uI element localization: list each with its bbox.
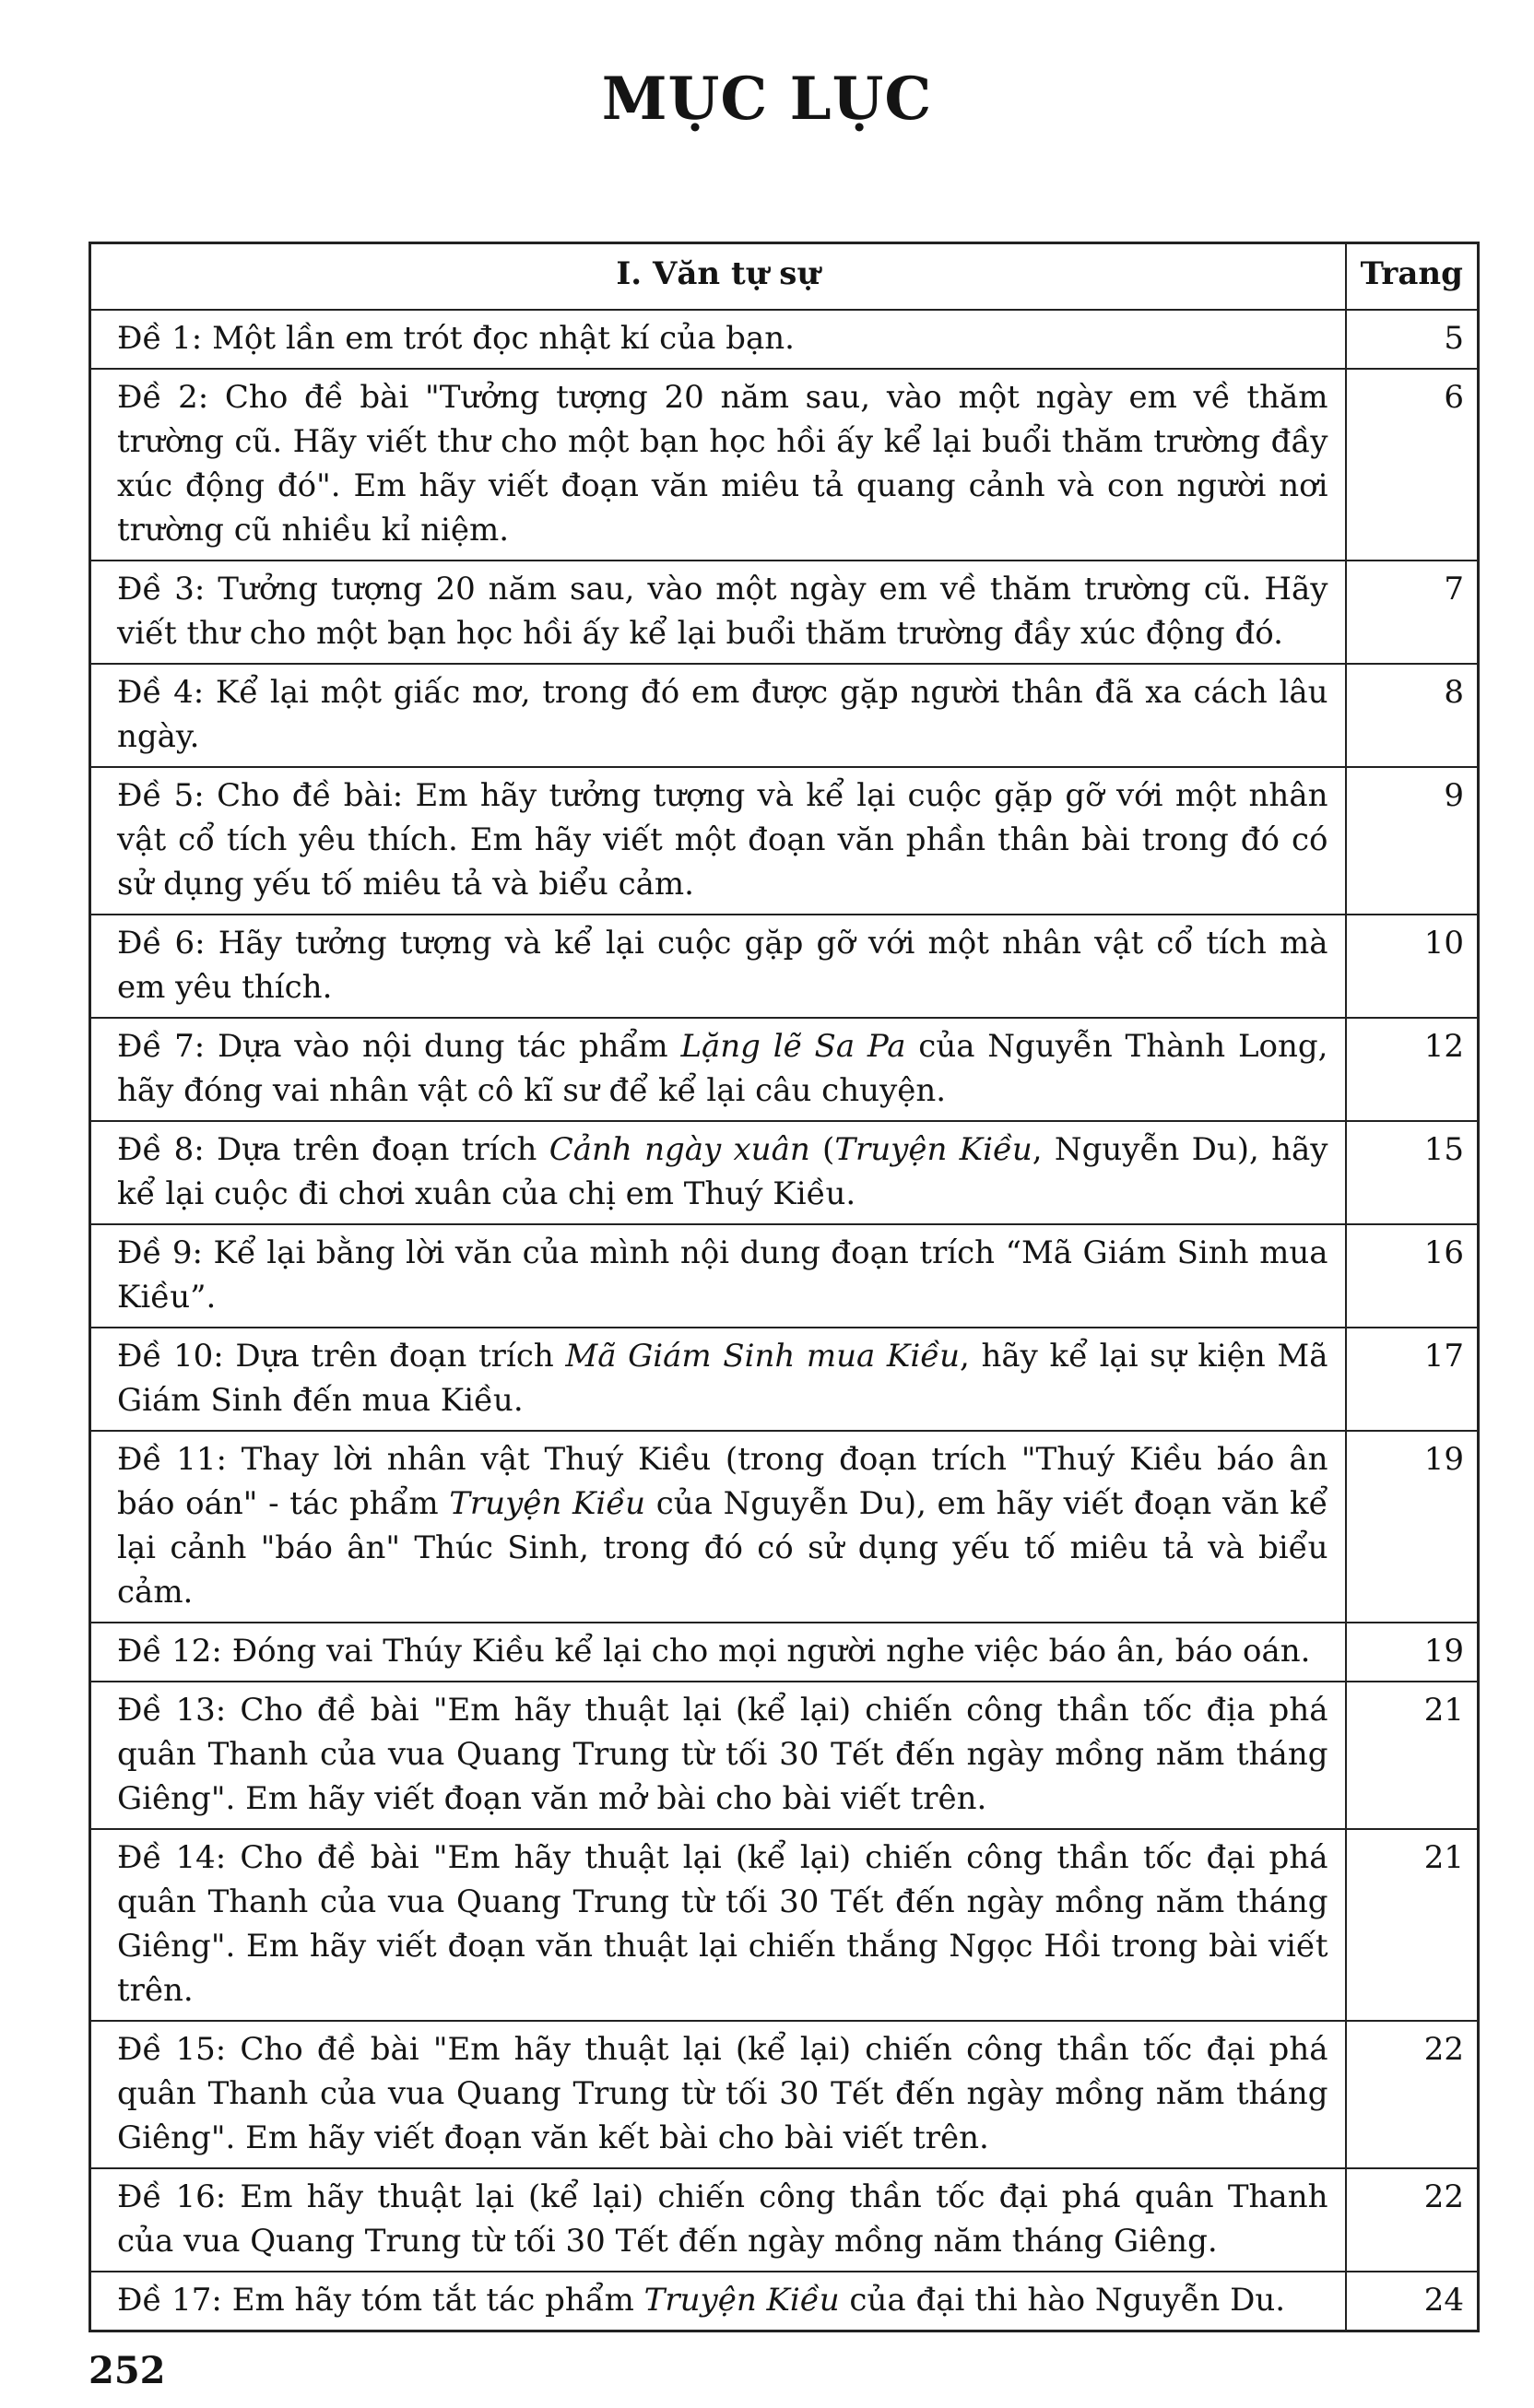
toc-entry: [90, 664, 1479, 767]
page-column-header: Trang: [1346, 243, 1479, 311]
toc-entry-title: [90, 1623, 1346, 1682]
entry-text: của Nguyễn Thành Long, hãy đóng vai nhân vật cô kĩ sư để kể lại câu chuyện.: [117, 1028, 1328, 1109]
toc-entries: [90, 310, 1479, 2331]
toc-entry-title: [90, 2021, 1346, 2168]
toc-entry-title: [90, 1224, 1346, 1328]
toc-entry: [90, 2168, 1479, 2272]
toc-entry-title: [90, 767, 1346, 915]
toc-entry: [90, 767, 1479, 915]
toc-entry-page: 19: [1346, 1431, 1479, 1623]
toc-entry-page: 7: [1346, 561, 1479, 664]
entry-text: Đề 6: Hãy tưởng tượng và kể lại cuộc gặp gỡ với một nhân vật cổ tích mà em yêu thích.: [117, 925, 1328, 1006]
entry-text: (: [809, 1131, 835, 1168]
page-title: MỤC LỤC: [601, 65, 933, 134]
toc-entry: [90, 915, 1479, 1018]
toc-entry: [90, 2272, 1479, 2331]
work-title-italic: Truyện Kiều: [643, 2282, 840, 2319]
toc-entry-title: [90, 561, 1346, 664]
section-heading: I. Văn tự sự: [90, 243, 1346, 311]
toc-entry-title: [90, 2168, 1346, 2272]
toc-entry-title: [90, 1018, 1346, 1121]
toc-entry-page: 21: [1346, 1682, 1479, 1829]
toc-entry-title: [90, 310, 1346, 369]
work-title-italic: Truyện Kiều: [449, 1485, 646, 1522]
entry-text: , Nguyễn Du), hãy kể lại cuộc đi chơi xuân của chị em Thuý Kiều.: [117, 1131, 1328, 1212]
toc-entry: [90, 1018, 1479, 1121]
toc-entry-page: 19: [1346, 1623, 1479, 1682]
entry-text: Đề 14: Cho đề bài "Em hãy thuật lại (kể lại) chiến công thần tốc đại phá quân Thanh của vua Quang Trung từ tối 30 Tết đến ngày mồng năm tháng Giêng". Em hãy viết đoạn văn thuật lại chiến thắng Ngọc Hồi trong bài viết trên.: [117, 1839, 1328, 2009]
toc-entry-title: [90, 2272, 1346, 2331]
toc-entry-title: [90, 1829, 1346, 2021]
entry-text: , hãy kể lại sự kiện Mã Giám Sinh đến mua Kiều.: [117, 1338, 1328, 1419]
toc-entry-title: [90, 1682, 1346, 1829]
entry-text: của đại thi hào Nguyễn Du.: [839, 2282, 1286, 2319]
entry-text: của Nguyễn Du), em hãy viết đoạn văn kể lại cảnh "báo ân" Thúc Sinh, trong đó có sử dụng yếu tố miêu tả và biểu cảm.: [117, 1485, 1328, 1611]
entry-text: Đề 8: Dựa trên đoạn trích: [117, 1131, 549, 1168]
toc-entry: [90, 1121, 1479, 1224]
toc-entry: [90, 1328, 1479, 1431]
work-title-italic: Truyện Kiều: [834, 1131, 1032, 1168]
entry-text: Đề 1: Một lần em trót đọc nhật kí của bạn.: [117, 320, 795, 357]
toc-entry: [90, 1682, 1479, 1829]
toc-entry: [90, 1623, 1479, 1682]
entry-text: Đề 5: Cho đề bài: Em hãy tưởng tượng và kể lại cuộc gặp gỡ với một nhân vật cổ tích yêu thích. Em hãy viết một đoạn văn phần thân bài trong đó có sử dụng yếu tố miêu tả và biểu cảm.: [117, 777, 1328, 903]
page-number: 252: [88, 2349, 166, 2392]
toc-entry-title: [90, 1328, 1346, 1431]
toc-entry-title: [90, 1121, 1346, 1224]
toc-entry-page: 17: [1346, 1328, 1479, 1431]
entry-text: Đề 13: Cho đề bài "Em hãy thuật lại (kể lại) chiến công thần tốc địa phá quân Thanh của vua Quang Trung từ tối 30 Tết đến ngày mồng năm tháng Giêng". Em hãy viết đoạn văn mở bài cho bài viết trên.: [117, 1692, 1328, 1817]
table-of-contents: [88, 242, 1480, 2332]
toc-entry-page: 21: [1346, 1829, 1479, 2021]
entry-text: Đề 16: Em hãy thuật lại (kể lại) chiến công thần tốc đại phá quân Thanh của vua Quang Trung từ tối 30 Tết đến ngày mồng năm tháng Giêng.: [117, 2178, 1328, 2260]
toc-entry: [90, 561, 1479, 664]
toc-entry: [90, 310, 1479, 369]
toc-entry-title: [90, 1431, 1346, 1623]
toc-entry-page: 5: [1346, 310, 1479, 369]
entry-text: Đề 2: Cho đề bài "Tưởng tượng 20 năm sau, vào một ngày em về thăm trường cũ. Hãy viết thư cho một bạn học hồi ấy kể lại buổi thăm trường đầy xúc động đó". Em hãy viết đoạn văn miêu tả quang cảnh và con người nơi trường cũ nhiều kỉ niệm.: [117, 379, 1328, 549]
toc-entry: [90, 1431, 1479, 1623]
work-title-italic: Cảnh ngày xuân: [549, 1131, 810, 1168]
toc-entry-title: [90, 369, 1346, 561]
entry-text: Đề 9: Kể lại bằng lời văn của mình nội dung đoạn trích “Mã Giám Sinh mua Kiều”.: [117, 1234, 1328, 1316]
toc-entry-title: [90, 915, 1346, 1018]
toc-header-row: [90, 243, 1479, 311]
entry-text: Đề 17: Em hãy tóm tắt tác phẩm: [117, 2282, 644, 2319]
toc-entry-page: 15: [1346, 1121, 1479, 1224]
toc-entry-page: 10: [1346, 915, 1479, 1018]
toc-entry: [90, 369, 1479, 561]
work-title-italic: Lặng lẽ Sa Pa: [680, 1028, 906, 1065]
entry-text: Đề 4: Kể lại một giấc mơ, trong đó em được gặp người thân đã xa cách lâu ngày.: [117, 674, 1328, 755]
toc-entry-page: 9: [1346, 767, 1479, 915]
toc-entry-page: 22: [1346, 2021, 1479, 2168]
toc-entry: [90, 1224, 1479, 1328]
entry-text: Đề 7: Dựa vào nội dung tác phẩm: [117, 1028, 681, 1065]
toc-entry-page: 6: [1346, 369, 1479, 561]
toc-entry: [90, 1829, 1479, 2021]
entry-text: Đề 11: Thay lời nhân vật Thuý Kiều (trong đoạn trích "Thuý Kiều báo ân báo oán" - tác phẩm: [117, 1441, 1328, 1522]
entry-text: Đề 15: Cho đề bài "Em hãy thuật lại (kể lại) chiến công thần tốc đại phá quân Thanh của vua Quang Trung từ tối 30 Tết đến ngày mồng năm tháng Giêng". Em hãy viết đoạn văn kết bài cho bài viết trên.: [117, 2031, 1328, 2156]
entry-text: Đề 12: Đóng vai Thúy Kiều kể lại cho mọi người nghe việc báo ân, báo oán.: [117, 1633, 1311, 1670]
toc-entry: [90, 2021, 1479, 2168]
toc-entry-page: 12: [1346, 1018, 1479, 1121]
entry-text: Đề 3: Tưởng tượng 20 năm sau, vào một ngày em về thăm trường cũ. Hãy viết thư cho một bạn học hồi ấy kể lại buổi thăm trường đầy xúc động đó.: [117, 571, 1328, 652]
toc-entry-title: [90, 664, 1346, 767]
toc-entry-page: 24: [1346, 2272, 1479, 2331]
entry-text: Đề 10: Dựa trên đoạn trích: [117, 1338, 566, 1375]
toc-entry-page: 8: [1346, 664, 1479, 767]
toc-entry-page: 22: [1346, 2168, 1479, 2272]
toc-entry-page: 16: [1346, 1224, 1479, 1328]
work-title-italic: Mã Giám Sinh mua Kiều: [565, 1338, 961, 1375]
